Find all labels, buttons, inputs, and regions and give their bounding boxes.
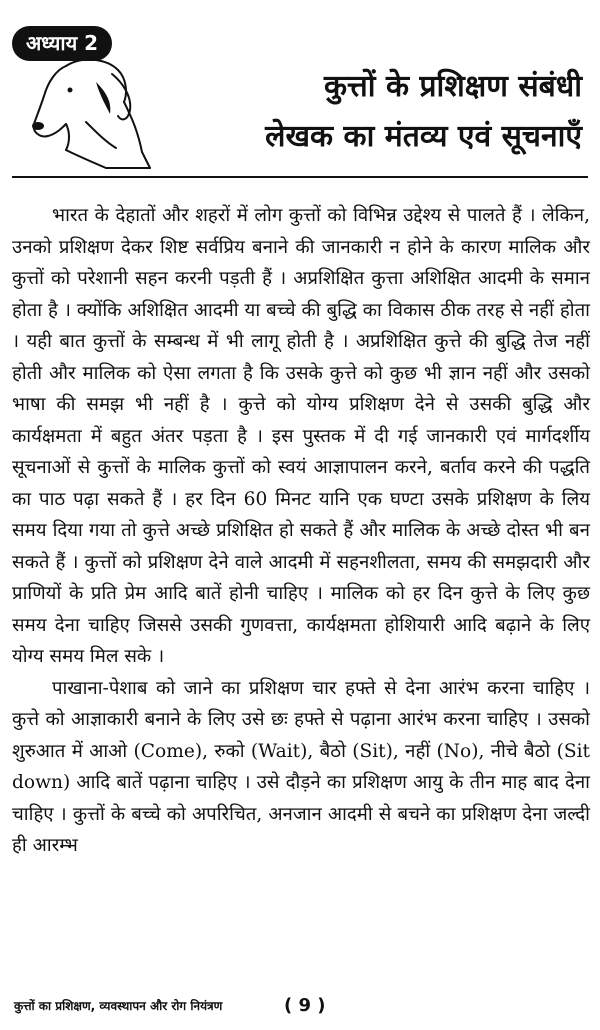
header-divider xyxy=(12,176,588,178)
body-text xyxy=(12,200,590,862)
dog-illustration xyxy=(26,52,156,172)
chapter-badge: अध्याय 2 xyxy=(12,26,112,61)
page-number: ( 9 ) xyxy=(284,995,326,1016)
paragraph-1: भारत के देहातों और शहरों में लोग कुत्तों को विभिन्न उद्देश्य से पालते हैं । लेकिन, उनको प्रशिक्षण देकर शिष्ट सर्वप्रिय बनाने की जानकारी न होने के कारण मालिक और कुत्तों को परेशानी सहन करनी पड़ती हैं । अप्रशिक्षित कुत्ता अशिक्षित आदमी के समान होता है । क्योंकि अशिक्षित आदमी या बच्चे की बुद्धि का विकास ठीक तरह से नहीं होता । यही बात कुत्तों के सम्बन्ध में भी लागू होती है । अप्रशिक्षित कुत्ते की बुद्धि तेज नहीं होती और मालिक को ऐसा लगता है कि उसके कुत्ते को कुछ भी ज्ञान नहीं और उसको भाषा की समझ भी नहीं है । कुत्ते को योग्य प्रशिक्षण देने से उसकी बुद्धि और कार्यक्षमता में बहुत अंतर पड़ता है । इस पुस्तक में दी गई जानकारी एवं मार्गदर्शीय सूचनाओं से कुत्तों के मालिक कुत्तों को स्वयं आज्ञापालन करने, बर्ताव करने की पद्धति का पाठ पढ़ा सकते हैं । हर दिन 60 मिनट यानि एक घण्टा उसके प्रशिक्षण के लिय समय दिया गया तो कुत्ते अच्छे प्रशिक्षित हो सकते हैं और मालिक के अच्छे दोस्त भी बन सकते हैं । कुत्तों को प्रशिक्षण देने वाले आदमी में सहनशीलता, समय की समझदारी और प्राणियों के प्रति प्रेम आदि बातें होनी चाहिए । मालिक को हर दिन कुत्ते के लिए कुछ समय देना चाहिए जिससे उसकी गुणवत्ता, कार्यक्षमता होशियारी आदि बढ़ाने के लिए योग्य समय मिल सके । xyxy=(12,205,590,667)
paragraph-2: पाखाना-पेशाब को जाने का प्रशिक्षण चार हफ्ते से देना आरंभ करना चाहिए । कुत्ते को आज्ञाकारी बनाने के लिए उसे छः हफ्ते से पढ़ाना आरंभ करना चाहिए । उसको शुरुआत में आओ (Come), रुको (Wait), बैठो (Sit), नहीं (No), नीचे बैठो (Sit down) आदि बातें पढ़ाना चाहिए । उसे दौड़ने का प्रशिक्षण आयु के तीन माह बाद देना चाहिए । कुत्तों के बच्चे को अपरिचित, अनजान आदमी से बचने का प्रशिक्षण देना जल्दी ही आरम्भ xyxy=(12,677,590,856)
chapter-title xyxy=(162,62,582,162)
footer-book-title: कुत्तों का प्रशिक्षण, व्यवस्थापन और रोग नियंत्रण xyxy=(14,999,223,1013)
chapter-title-line-1: कुत्तों के प्रशिक्षण संबंधी xyxy=(324,69,582,104)
page-footer xyxy=(14,995,588,1016)
chapter-title-line-2: लेखक का मंतव्य एवं सूचनाएँ xyxy=(265,119,582,154)
